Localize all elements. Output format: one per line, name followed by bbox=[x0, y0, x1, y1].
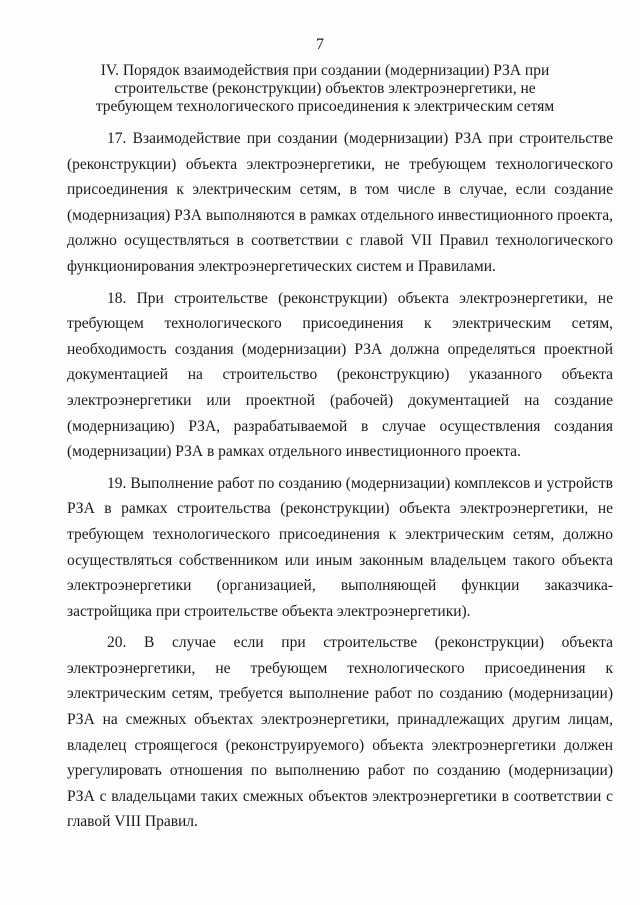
paragraph-18: 18. При строительстве (реконструкции) объекта электроэнергетики, не требующем технологического присоединения к электрическим сетям, необходимость создания (модернизации) РЗА должна определяться проектной документацией на строительство (реконструкцию) указанного объекта электроэнергетики или проектной (рабочей) документацией на создание (модернизацию) РЗА, разрабатываемой в случае осуществления создания (модернизации) РЗА в рамках отдельного инвестиционного проекта. bbox=[67, 289, 613, 461]
paragraph-20: 20. В случае если при строительстве (реконструкции) объекта электроэнергетики, не требующем технологического присоединения к электрическим сетям, требуется выполнение работ по созданию (модернизации) РЗА на смежных объектах электроэнергетики, принадлежащих другим лицам, владелец строящегося (реконструируемого) объекта электроэнергетики должен урегулировать отношения по выполнению работ по созданию (модернизации) РЗА с владельцами таких смежных объектов электроэнергетики в соответствии с главой VIII Правил. bbox=[67, 634, 613, 831]
page-number: 7 bbox=[316, 36, 324, 53]
paragraph-19: 19. Выполнение работ по созданию (модернизации) комплексов и устройств РЗА в рамках строительства (реконструкции) объекта электроэнергетики, не требующем технологического присоединения к электрическим сетям, должно осуществляться собственником или иным законным владельцем такого объекта электроэнергетики (организацией, выполняющей функции заказчика-застройщика при строительстве объекта электроэнергетики). bbox=[67, 474, 613, 620]
document-body bbox=[67, 126, 613, 841]
section-heading: IV. Порядок взаимодействия при создании (модернизации) РЗА при строительстве (реконструкции) объектов электроэнергетики, не требующем технологического присоединения к электрическим сетям bbox=[95, 62, 555, 115]
paragraph-17: 17. Взаимодействие при создании (модернизации) РЗА при строительстве (реконструкции) объекта электроэнергетики, не требующем технологического присоединения к электрическим сетям, в том числе в случае, если создание (модернизация) РЗА выполняются в рамках отдельного инвестиционного проекта, должно осуществляться в соответствии с главой VII Правил технологического функционирования электроэнергетических систем и Правилами. bbox=[67, 130, 613, 275]
